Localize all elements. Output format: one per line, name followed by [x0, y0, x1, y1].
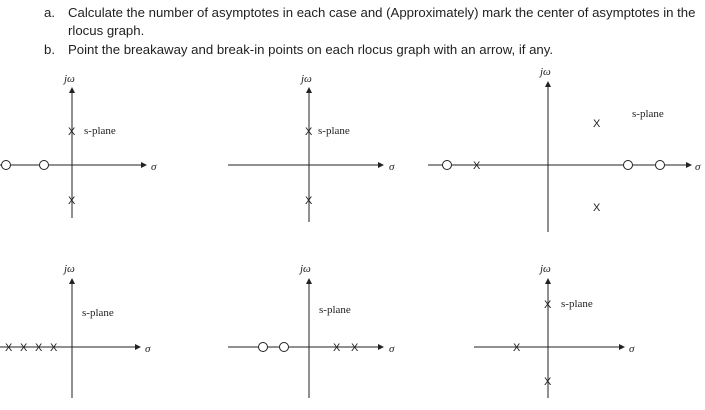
plot-5-pole-marker: X — [351, 342, 359, 354]
plot-6-real-label: σ — [629, 343, 635, 355]
plot-4 — [0, 263, 151, 398]
plot-2-plane-label: s-plane — [318, 125, 350, 137]
plot-1-zero-marker — [2, 161, 11, 170]
plot-4-pole-marker: X — [35, 342, 43, 354]
plot-1-plane-label: s-plane — [84, 125, 116, 137]
plot-6-pole-marker: X — [513, 342, 521, 354]
plot-1-pole-marker: X — [68, 126, 76, 138]
plot-1-pole-marker: X — [68, 195, 76, 207]
instruction-a-text: Calculate the number of asymptotes in each case and (Approximately) mark the center of asymptotes in the rlocus graph. — [68, 5, 696, 38]
plot-2-pole-marker: X — [305, 126, 313, 138]
plot-1-real-label: σ — [151, 161, 157, 173]
plot-1-zero-marker — [40, 161, 49, 170]
plot-5-real-label: σ — [389, 343, 395, 355]
plot-3-pole-marker: X — [473, 160, 481, 172]
plot-4-plane-label: s-plane — [82, 307, 114, 319]
plot-3-real-label: σ — [695, 161, 701, 173]
instruction-a-marker: a. — [44, 5, 55, 20]
instruction-b-text: Point the breakaway and break-in points on each rlocus graph with an arrow, if any. — [68, 42, 554, 57]
plot-5-zero-marker — [259, 343, 268, 352]
plot-3-zero-marker — [656, 161, 665, 170]
plot-6-plane-label: s-plane — [561, 298, 593, 310]
plot-4-real-label: σ — [145, 343, 151, 355]
plot-5-pole-marker: X — [333, 342, 341, 354]
plot-2-imag-label: jω — [301, 73, 312, 85]
plot-5-imag-label: jω — [300, 263, 311, 275]
plot-6 — [474, 263, 635, 398]
plot-2 — [228, 73, 395, 222]
plot-5-plane-label: s-plane — [319, 304, 351, 316]
plot-3-pole-marker: X — [593, 202, 601, 214]
plot-3-pole-marker: X — [593, 118, 601, 130]
plot-4-pole-marker: X — [5, 342, 13, 354]
plot-6-pole-marker: X — [544, 376, 552, 388]
plot-6-imag-label: jω — [540, 263, 551, 275]
plot-5 — [228, 263, 395, 398]
plot-2-pole-marker: X — [305, 195, 313, 207]
plot-3-imag-label: jω — [540, 66, 551, 78]
plot-1-imag-label: jω — [64, 73, 75, 85]
instruction-b-marker: b. — [44, 42, 55, 57]
plot-3 — [428, 66, 701, 232]
plot-3-zero-marker — [624, 161, 633, 170]
plot-3-zero-marker — [443, 161, 452, 170]
plot-4-imag-label: jω — [64, 263, 75, 275]
plot-4-pole-marker: X — [50, 342, 58, 354]
plot-4-pole-marker: X — [20, 342, 28, 354]
plot-2-real-label: σ — [389, 161, 395, 173]
plot-5-zero-marker — [280, 343, 289, 352]
plot-1 — [0, 73, 157, 218]
plot-6-pole-marker: X — [544, 299, 552, 311]
plot-3-plane-label: s-plane — [632, 108, 664, 120]
